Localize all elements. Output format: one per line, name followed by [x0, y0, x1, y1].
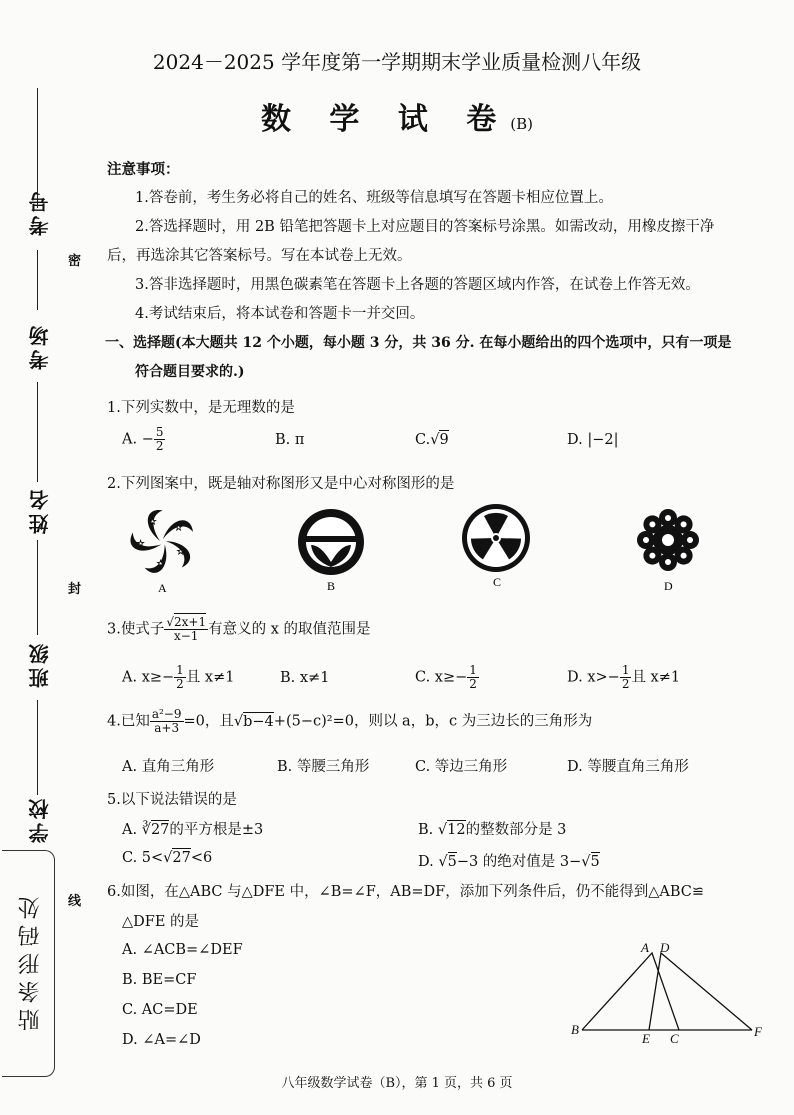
- q5-d-mid: −3 的绝对值是 3−: [456, 854, 582, 870]
- label-e: E: [642, 1031, 650, 1046]
- q3-a-prefix: A. x≥−: [122, 669, 175, 686]
- notice-heading: 注意事项：: [107, 161, 180, 178]
- q5-d-radicand-2: 5: [590, 854, 600, 870]
- figure-b-label: B: [327, 579, 336, 593]
- q6-triangle-figure: [566, 935, 776, 1055]
- q4-option-c: C. 等边三角形: [415, 759, 508, 775]
- q3-c-fraction: [467, 664, 479, 691]
- figure-c-trefoil-icon: [462, 504, 530, 572]
- q1-option-d: D. |−2|: [567, 432, 619, 448]
- q5-a-radicand: 27: [150, 822, 170, 838]
- notice-item-4: 4.考试结束后，将本试卷和答题卡一并交回。: [135, 306, 425, 322]
- q3-d-prefix: D. x>−: [567, 669, 620, 686]
- exam-room-line: [37, 250, 38, 310]
- q3-d-suffix: 且 x≠1: [631, 669, 681, 686]
- q4-option-d: D. 等腰直角三角形: [567, 759, 689, 775]
- q3-c-num: 1: [469, 663, 477, 677]
- q5-option-b: B. √12的整数部分是 3: [418, 822, 567, 838]
- svg-text:★: ★: [157, 559, 165, 568]
- q3-a-num: 1: [176, 663, 184, 677]
- section1-heading-cont: 符合题目要求的.): [135, 364, 245, 380]
- q3-numerator: √2x+1: [166, 615, 207, 629]
- q4-option-a: A. 直角三角形: [122, 759, 215, 775]
- q2-figures: [118, 500, 718, 600]
- label-d: D: [660, 940, 670, 955]
- q1-c-radicand: 9: [439, 432, 449, 448]
- class-label: 班级: [28, 640, 52, 688]
- label-c: C: [670, 1031, 679, 1046]
- q4-numerator: a²−9: [151, 707, 182, 721]
- triangle-dfe: [649, 953, 752, 1030]
- q1-option-c: C.√9: [415, 432, 449, 448]
- notice-item-3: 3.答非选择题时，用黑色碳素笔在答题卡上各题的答题区域内作答，在试卷上作答无效。: [135, 277, 700, 293]
- figure-d-label: D: [664, 579, 673, 593]
- page-footer: 八年级数学试卷（B），第 1 页，共 6 页: [281, 1076, 513, 1091]
- notice-item-2: 2.答选择题时，用 2B 铅笔把答题卡上对应题目的答案标号涂黑。如需改动，用橡皮擦干净: [135, 219, 715, 235]
- q1-option-b: B. π: [275, 432, 305, 448]
- figure-c-label: C: [493, 575, 502, 589]
- q5-c-suffix: <6: [190, 850, 213, 866]
- q3-c-prefix: C. x≥−: [415, 669, 468, 686]
- q5-d-radicand: 5: [447, 854, 457, 870]
- figure-b-emblem-icon: [298, 509, 364, 575]
- q3-fraction: [164, 616, 208, 643]
- q4-stem-prefix: 4.已知: [107, 713, 150, 730]
- q3-option-c: [415, 664, 479, 691]
- exam-room-label: 考场: [28, 322, 52, 370]
- q3-c-den: 2: [469, 677, 477, 691]
- figure-a-label: A: [158, 581, 167, 595]
- notice-item-1: 1.答卷前，考生务必将自己的姓名、班级等信息填写在答题卡相应位置上。: [135, 190, 613, 206]
- q5-c-prefix: C. 5<: [122, 850, 164, 866]
- q5-b-suffix: 的整数部分是 3: [465, 822, 567, 838]
- class-line: [37, 540, 38, 635]
- seal-char-feng: 封: [68, 582, 82, 597]
- q4-stem-suffix: +(5−c)²=0，则以 a，b，c 为三边长的三角形为: [273, 713, 593, 730]
- q3-d-fraction: [620, 664, 632, 691]
- q6-option-a: A. ∠ACB=∠DEF: [122, 942, 243, 958]
- section1-heading: 一、选择题(本大题共 12 个小题，每小题 3 分，共 36 分. 在每小题给出的四个选项中，只有一项是: [105, 335, 732, 351]
- label-b: B: [571, 1022, 579, 1037]
- q1-option-a: [122, 426, 165, 453]
- q2-stem: 2.下列图案中，既是轴对称图形又是中心对称图形的是: [107, 476, 455, 492]
- q4-option-b: B. 等腰三角形: [277, 759, 370, 775]
- q6-stem: 6.如图，在△ABC 与△DFE 中，∠B=∠F，AB=DF，添加下列条件后，仍不能得到△ABC≌: [107, 884, 705, 900]
- q4-stem: 4.已知 $\frac{\text{a²−9}}{a+3}$ =0，且√b−4+(5−c)²=0，则以 a，b，c 为三边长的三角形为: [107, 707, 593, 735]
- q4-stem-mid: =0，且: [183, 713, 234, 730]
- q1-a-fraction: [154, 426, 166, 453]
- figure-d-flower-icon: [637, 509, 699, 571]
- seal-char-mi: 密: [68, 254, 82, 269]
- q3-stem-prefix: 3.使式子: [107, 621, 165, 638]
- label-f: F: [754, 1024, 762, 1039]
- q5-b-prefix: B.: [418, 822, 434, 838]
- version-label: (B): [510, 115, 534, 133]
- q5-option-c: C. 5<√27<6: [122, 850, 213, 866]
- q1-stem: 1.下列实数中，是无理数的是: [107, 400, 295, 416]
- exam-number-label: 考号: [28, 188, 52, 236]
- q5-option-a: [122, 818, 263, 839]
- barcode-label: 贴条形码处: [18, 891, 43, 1031]
- q3-option-d: [567, 664, 680, 691]
- figure-a-pinwheel-icon: [126, 507, 193, 577]
- q1-a-num: 5: [155, 425, 164, 439]
- q5-stem: 5.以下说法错误的是: [107, 792, 237, 808]
- q3-d-den: 2: [621, 677, 630, 691]
- q5-c-radicand: 27: [172, 850, 191, 866]
- q3-a-den: 2: [176, 677, 184, 691]
- q3-stem: [107, 616, 371, 643]
- q3-option-b: B. x≠1: [280, 670, 330, 686]
- q3-d-num: 1: [621, 663, 630, 677]
- notice-item-2-cont: 后，再选涂其它答案标号。写在本试卷上无效。: [107, 248, 412, 264]
- q6-option-b: B. BE=CF: [122, 972, 197, 988]
- q1-a-prefix: A. −: [122, 431, 154, 448]
- school-line: [37, 700, 38, 795]
- q1-c-prefix: C.: [415, 432, 431, 448]
- q4-denominator: a+3: [154, 721, 180, 735]
- q3-a-fraction: [174, 664, 186, 691]
- q6-option-d: D. ∠A=∠D: [122, 1032, 201, 1048]
- q5-d-prefix: D.: [418, 854, 434, 870]
- svg-text:★: ★: [177, 547, 185, 556]
- svg-text:★: ★: [137, 539, 145, 548]
- q1-a-den: 2: [155, 439, 164, 453]
- q3-a-suffix: 且 x≠1: [185, 669, 235, 686]
- q5-option-d: D. √5−3 的绝对值是 3−√5: [418, 854, 600, 870]
- triangle-abc: [582, 953, 679, 1030]
- q3-denominator: x−1: [173, 629, 199, 643]
- subject-name: 数 学 试 卷: [260, 102, 511, 137]
- q3-option-a: [122, 664, 234, 691]
- q5-b-radicand: 12: [447, 822, 466, 838]
- subject-title: [0, 94, 794, 138]
- school-label: 学校: [28, 795, 52, 843]
- q4-radicand: b−4: [243, 713, 274, 730]
- q6-option-c: C. AC=DE: [122, 1002, 198, 1018]
- q3-stem-suffix: 有意义的 x 的取值范围是: [208, 621, 371, 638]
- q3-num-radicand: 2x+1: [174, 615, 207, 629]
- q5-a-prefix: A. ∛: [122, 822, 151, 838]
- name-label: 姓名: [28, 486, 52, 534]
- svg-text:★: ★: [149, 517, 157, 526]
- q6-stem-cont: △DFE 的是: [122, 914, 200, 930]
- svg-text:★: ★: [175, 523, 183, 532]
- label-a: A: [641, 940, 649, 955]
- name-line: [37, 382, 38, 482]
- q4-fraction: [150, 708, 184, 735]
- exam-title: 2024－2025 学年度第一学期期末学业质量检测八年级: [152, 50, 642, 74]
- barcode-area: [2, 850, 55, 1077]
- seal-char-xian: 线: [68, 894, 82, 909]
- q5-a-suffix: 的平方根是±3: [169, 822, 264, 838]
